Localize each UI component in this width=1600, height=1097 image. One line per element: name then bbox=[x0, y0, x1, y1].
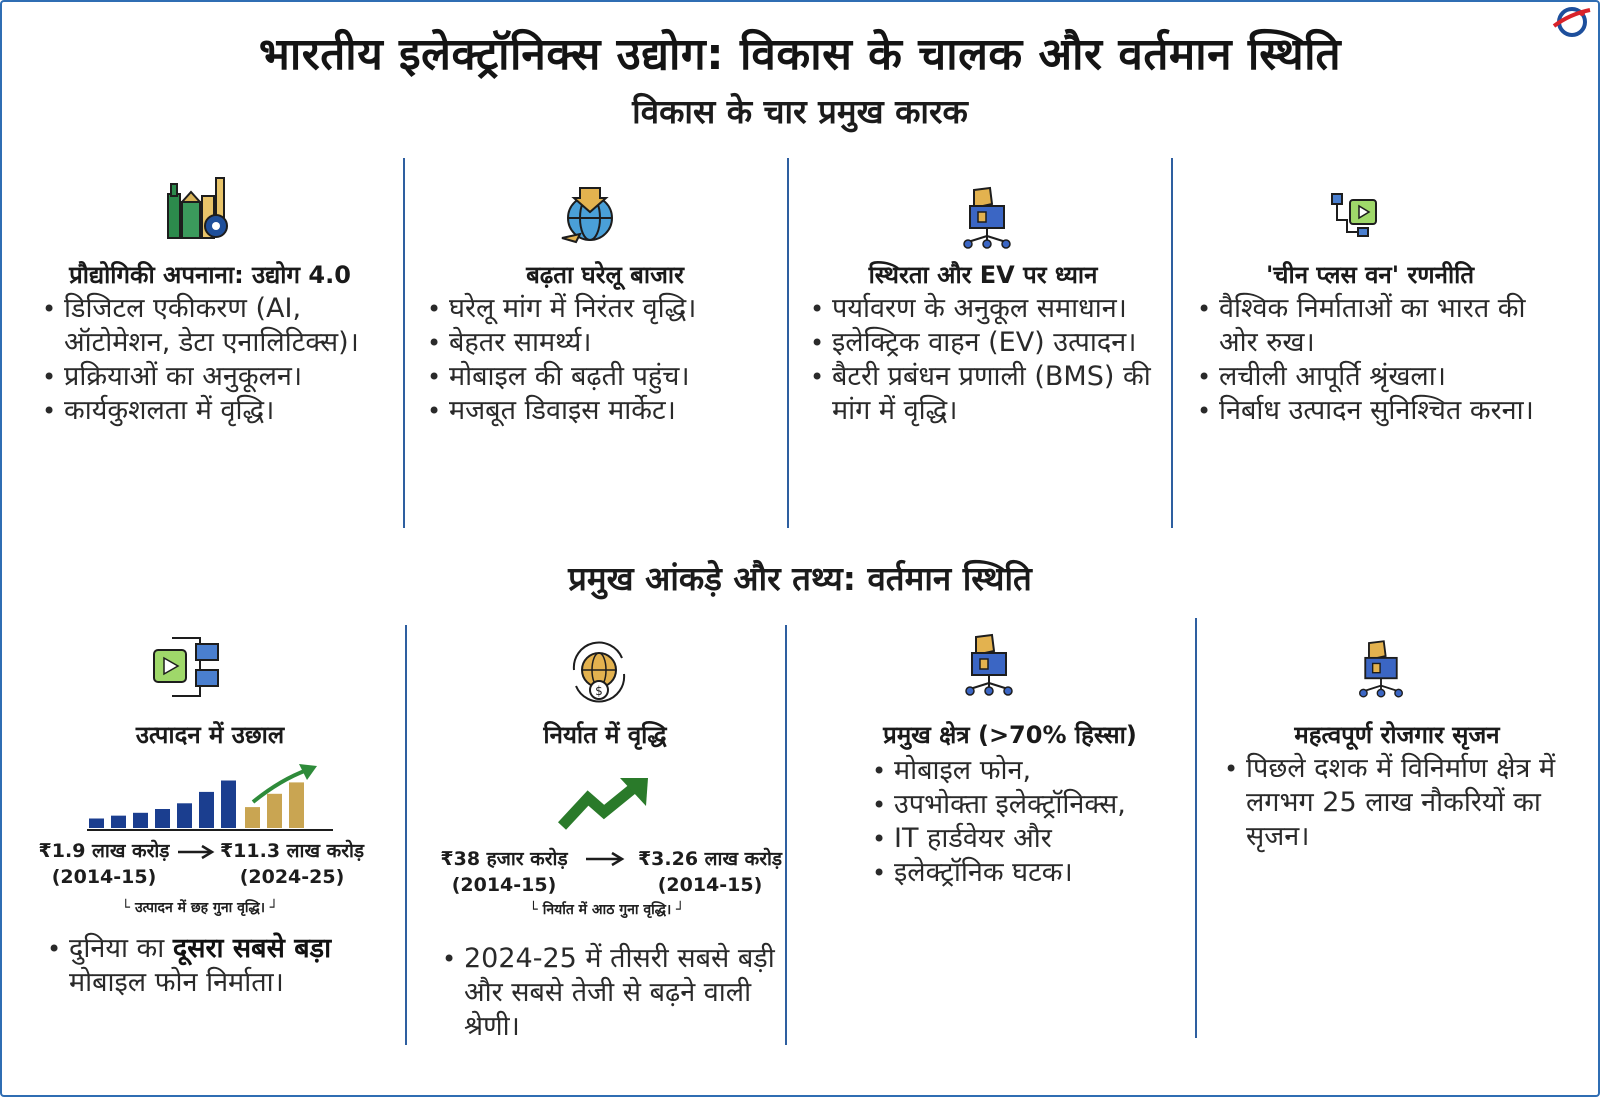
page-title: भारतीय इलेक्ट्रॉनिक्स उद्योग: विकास के चालक और वर्तमान स्थिति bbox=[258, 29, 1342, 80]
arrow-right-icon bbox=[584, 851, 626, 867]
production-note-text: उत्पादन में छह गुना वृद्धि। bbox=[134, 900, 266, 916]
production-bullets bbox=[45, 932, 365, 1000]
production-to bbox=[212, 838, 372, 890]
list-item: • बैटरी प्रबंधन प्रणाली (BMS) की मांग में वृद्धि। bbox=[808, 360, 1158, 428]
jobs-bullets bbox=[1222, 752, 1572, 854]
card-title: प्रौद्योगिकी अपनाना: उद्योग 4.0 bbox=[69, 261, 351, 289]
list-item: • लचीली आपूर्ति श्रृंखला। bbox=[1195, 360, 1545, 394]
card-title: बढ़ता घरेलू बाजार bbox=[526, 261, 684, 289]
card-title: 'चीन प्लस वन' रणनीति bbox=[1265, 261, 1475, 289]
arrow-right-icon bbox=[176, 844, 216, 860]
chart-bar-blue bbox=[111, 816, 126, 828]
exports-note-text: निर्यात में आठ गुना वृद्धि। bbox=[542, 902, 672, 918]
column-divider bbox=[785, 625, 787, 1045]
production-growth-chart bbox=[85, 762, 335, 832]
stat-title-jobs: महत्वपूर्ण रोजगार सृजन bbox=[1294, 721, 1500, 749]
driver-card-sustainability-ev bbox=[808, 258, 1158, 428]
list-item: • घरेलू मांग में निरंतर वृद्धि। bbox=[425, 292, 785, 326]
chart-bar-blue bbox=[199, 792, 214, 828]
production-from-value: ₹1.9 लाख करोड़ bbox=[38, 840, 170, 862]
driver-card-domestic-market bbox=[425, 258, 785, 428]
column-divider bbox=[403, 158, 405, 528]
list-item: • इलेक्ट्रॉनिक घटक। bbox=[870, 856, 1170, 890]
list-item bbox=[45, 932, 365, 1000]
column-divider bbox=[1195, 618, 1197, 1038]
production-note: └ उत्पादन में छह गुना वृद्धि। ┘ bbox=[121, 900, 279, 916]
card-title: स्थिरता और EV पर ध्यान bbox=[868, 261, 1098, 289]
production-to-year: (2024-25) bbox=[239, 866, 345, 888]
column-divider bbox=[1171, 158, 1173, 528]
list-item: • उपभोक्ता इलेक्ट्रॉनिक्स, bbox=[870, 788, 1170, 822]
list-item: • मोबाइल फोन, bbox=[870, 754, 1170, 788]
list-item: • मोबाइल की बढ़ती पहुंच। bbox=[425, 360, 785, 394]
list-item: • पिछले दशक में विनिर्माण क्षेत्र में लगभग 25 लाख नौकरियों का सृजन। bbox=[1222, 752, 1572, 854]
exports-from bbox=[430, 846, 578, 898]
exports-from-value: ₹38 हजार करोड़ bbox=[440, 848, 568, 870]
driver-card-technology bbox=[40, 258, 380, 428]
exports-to bbox=[630, 846, 790, 898]
exports-to-year: (2014-15) bbox=[657, 874, 763, 896]
column-divider bbox=[405, 625, 407, 1045]
section-heading-drivers: विकास के चार प्रमुख कारक bbox=[632, 92, 968, 131]
list-item: • मजबूत डिवाइस मार्केट। bbox=[425, 394, 785, 428]
sector-bullets bbox=[870, 754, 1170, 890]
globe-icon bbox=[560, 184, 616, 244]
bullet-list bbox=[808, 292, 1158, 428]
list-item: • बेहतर सामर्थ्य। bbox=[425, 326, 785, 360]
stat-title-exports: निर्यात में वृद्धि bbox=[543, 721, 667, 749]
chart-bar-gold bbox=[267, 794, 282, 828]
stat-card-jobs bbox=[1222, 718, 1572, 854]
column-divider bbox=[787, 158, 789, 528]
bullet-emphasis: दूसरा सबसे बड़ा bbox=[172, 933, 332, 964]
exports-note: └ निर्यात में आठ गुना वृद्धि। ┘ bbox=[529, 902, 685, 918]
list-item: • कार्यकुशलता में वृद्धि। bbox=[40, 394, 380, 428]
bullet-list bbox=[40, 292, 380, 428]
list-item: • वैश्विक निर्माताओं का भारत की ओर रुख। bbox=[1195, 292, 1545, 360]
section-heading-stats: प्रमुख आंकड़े और तथ्य: वर्तमान स्थिति bbox=[568, 559, 1032, 598]
plug-device-icon bbox=[1328, 190, 1380, 240]
list-item: • पर्यावरण के अनुकूल समाधान। bbox=[808, 292, 1158, 326]
chart-bar-gold bbox=[289, 782, 304, 828]
bullet-text: दुनिया का bbox=[69, 933, 173, 964]
list-item: • IT हार्डवेयर और bbox=[870, 822, 1170, 856]
circuit-chip-icon bbox=[960, 186, 1014, 250]
exports-from-year: (2014-15) bbox=[451, 874, 557, 896]
stat-card-sectors bbox=[850, 718, 1170, 890]
list-item: • डिजिटल एकीकरण (AI, ऑटोमेशन, डेटा एनालिटिक्स)। bbox=[40, 292, 380, 360]
production-from-year: (2014-15) bbox=[51, 866, 157, 888]
list-item: • इलेक्ट्रिक वाहन (EV) उत्पादन। bbox=[808, 326, 1158, 360]
circuit-chip-icon bbox=[1356, 638, 1406, 700]
bullet-list bbox=[1195, 292, 1545, 428]
factory-icon bbox=[166, 172, 232, 240]
trend-up-arrow-icon bbox=[558, 776, 650, 832]
exports-bullets bbox=[440, 942, 785, 1044]
chart-bar-blue bbox=[155, 809, 170, 828]
chart-bar-blue bbox=[177, 803, 192, 828]
production-to-value: ₹11.3 लाख करोड़ bbox=[219, 840, 365, 862]
chart-bar-blue bbox=[133, 813, 148, 828]
device-plug-icon bbox=[152, 634, 222, 700]
list-item: • प्रक्रियाओं का अनुकूलन। bbox=[40, 360, 380, 394]
chart-bar-blue bbox=[89, 819, 104, 829]
chart-bar-blue bbox=[221, 781, 236, 829]
list-item: • निर्बाध उत्पादन सुनिश्चित करना। bbox=[1195, 394, 1545, 428]
driver-card-china-plus-one bbox=[1195, 258, 1545, 428]
circuit-chip-icon bbox=[962, 632, 1016, 698]
bullet-text: मोबाइल फोन निर्माता। bbox=[69, 967, 284, 998]
production-from bbox=[30, 838, 178, 890]
list-item: • 2024-25 में तीसरी सबसे बड़ी और सबसे तेजी से बढ़ने वाली श्रेणी। bbox=[440, 942, 785, 1044]
svg-text:$: $ bbox=[595, 684, 603, 698]
stat-title-sectors: प्रमुख क्षेत्र (>70% हिस्सा) bbox=[883, 721, 1137, 749]
globe-rupee-icon bbox=[566, 640, 632, 704]
exports-to-value: ₹3.26 लाख करोड़ bbox=[637, 848, 783, 870]
chart-bar-gold bbox=[245, 807, 260, 828]
bullet-list bbox=[425, 292, 785, 428]
stat-title-production: उत्पादन में उछाल bbox=[135, 721, 285, 749]
